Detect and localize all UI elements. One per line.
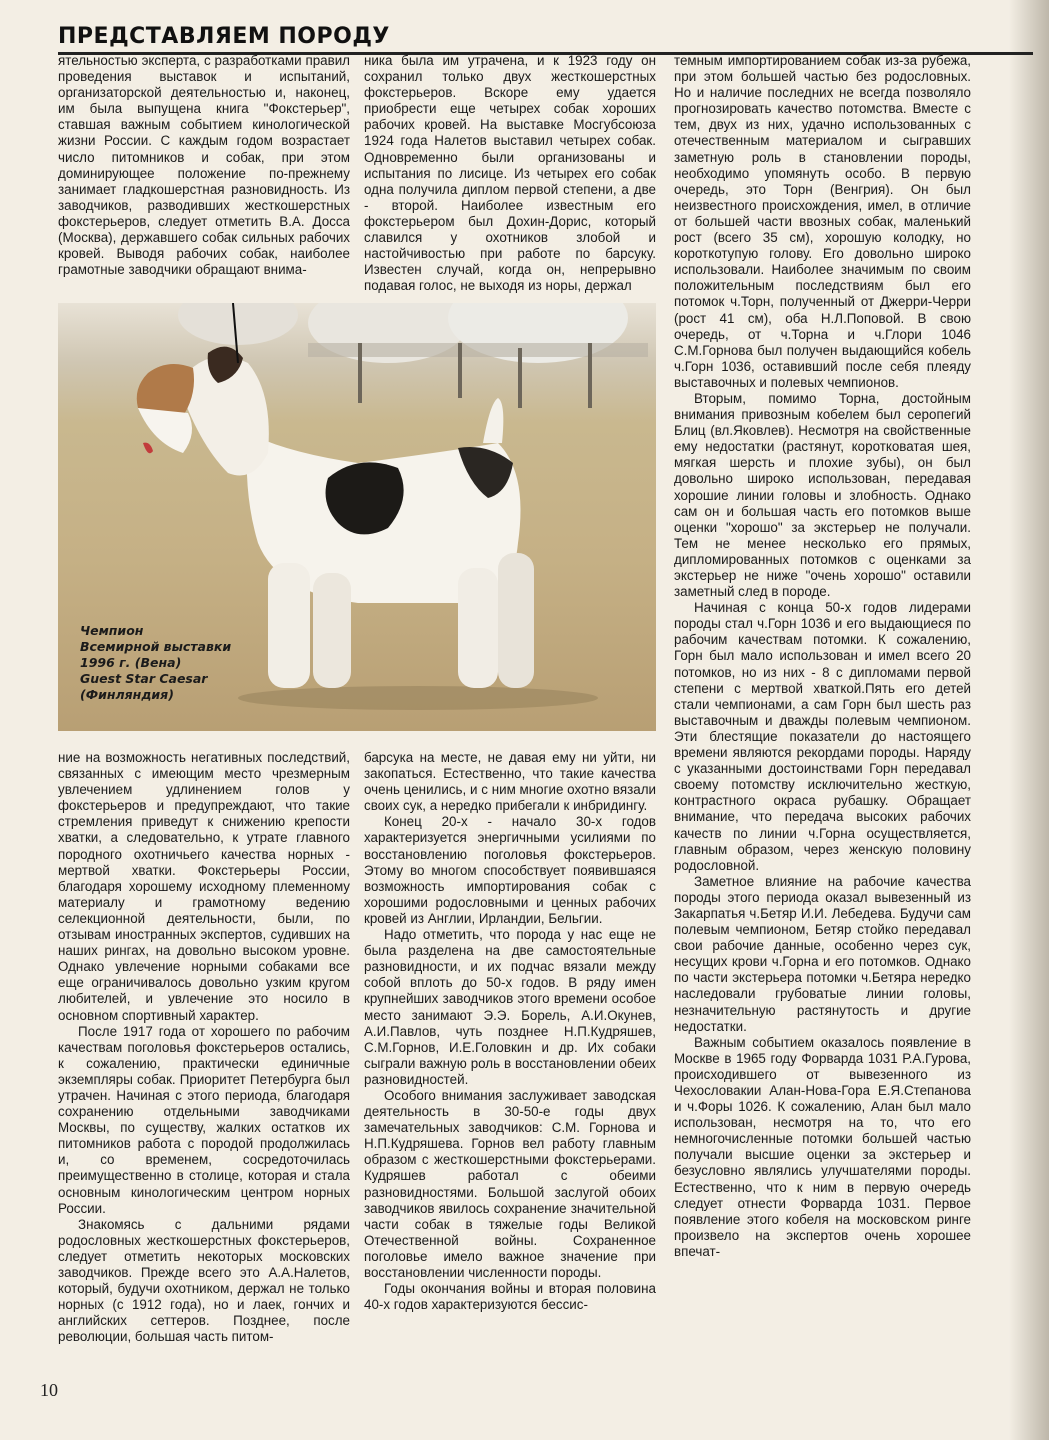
page-edge-shadow — [1009, 0, 1049, 1440]
caption-line: (Финляндия) — [80, 687, 174, 702]
paragraph: Надо отметить, что порода у нас еще не была разделена на две самостоятельные разновидности, и их подчас вязали между собой вплоть до 50-х годов. В ряду имен крупнейших заводчиков этого времени особое место занимают Э.Э. Борель, А.И.Окунев, А.И.Павлов, чуть позднее Н.П.Кудряшев, С.М.Горнов, И.Е.Головкин и др. Их собаки сыграли важную роль в восстановлении обеих разновидностей. — [364, 927, 656, 1087]
column-2-top — [364, 53, 656, 293]
paragraph: Вторым, помимо Торна, достойным внимания привозным кобелем был серопегий Блиц (вл.Яковлев). Несмотря на свойственные ему недостатки (растянут, коротковатая шея, мягкая шерсть и плохие зубы), он был довольно широко использован, передавая хорошие линии головы и злобность. Однако сам он и большая часть его потомков выше оценки "хорошо" за экстерьер не получали. Тем не менее несколько его прямых, дипломированных потомков с оценками за экстерьер не ниже "очень хорошо" оставили заметный след в породе. — [674, 390, 971, 600]
column-3 — [674, 53, 971, 1428]
caption-line: Чемпион — [80, 623, 144, 638]
paragraph: ние на возможность негативных последствий, связанных с имеющим место чрезмерным увлечением удлинением голов у фокстерьеров и предупреждают, что такие стремления приведут к снижению крепости хватки, а следовательно, к утрате главного породного охотничьего качества норных - мертвой хватки. Фокстерьеры России, благодаря хорошему исходному племенному материалу и грамотному ведению селекционной деятельности, были, по отзывам иностранных экспертов, судивших на наших рингах, на довольно высоком уровне. Однако увлечение норными собаками все еще ограничивалось довольно узким кругом любителей, и увлечение это носило в основном спортивный характер. — [58, 750, 350, 1023]
paragraph: Конец 20-х - начало 30-х годов характеризуется энергичными усилиями по восстановлению поголовья фокстерьеров. Этому во многом способствует появившаяся возможность импортирования собак с хорошими родословными и ценных рабочих кровей из Англии, Ирландии, Бельгии. — [364, 814, 656, 926]
paragraph: ника была им утрачена, и к 1923 году он сохранил только двух жесткошерстных фокстерьеров. Вскоре ему удается приобрести еще четырех собак хороших рабочих кровей. На выставке Мосгубсоюза 1924 года Налетов выставил четырех собак. Одновременно были организованы и испытания по лисице. Из четырех его собак одна получила диплом первой степени, а две - второй. Наиболее известным его фокстерьером был Дохин-Дорис, который славился у охотников злобой и настойчивостью при работе по барсуку. Известен случай, когда он, непрерывно подавая голос, не выходя из норы, держал — [364, 53, 656, 294]
photo-caption — [80, 623, 231, 703]
paragraph: Важным событием оказалось появление в Москве в 1965 году Форварда 1031 Р.А.Гурова, происходившего от вывезенного из Чехословакии Алан-Нова-Гора Е.Я.Степанова и ч.Форы 1026. К сожалению, Алан был мало использован, несмотря на то, что его немногочисленные потомки большей частью получали высшие оценки за экстерьер и безусловно являлись улучшателями породы. Естественно, что к ним в первую очередь следует отнести Форварда 1031. Первое появление этого кобеля на московском ринге произвело на экспертов очень хорошее впечат- — [674, 1034, 971, 1259]
paragraph: барсука на месте, не давая ему ни уйти, ни закопаться. Естественно, что такие качества очень ценились, и с ним многие охотно вязали своих сук, а нередко прибегали к инбридингу. — [364, 750, 656, 814]
paragraph: Начиная с конца 50-х годов лидерами породы стал ч.Горн 1036 и его выдающиеся по рабочим качествам потомки. К сожалению, Горн был мало использован и имел всего 20 потомков, но из них - 8 с дипломами первой степени с мертвой хваткой.Пять его детей стали чемпионами, а сам Горн был шесть раз выставочным и дважды полевым чемпионом. Эти блестящие показатели до настоящего времени являются рекордами породы. Наряду с указанными достоинствами Горн передавал своему потомству исключительно жесткую, контрастного окраса рубашку. Обращает внимание, что передача высоких рабочих качеств по линии ч.Горна осуществляется, главным образом, через женскую половину родословной. — [674, 600, 971, 873]
column-2-bottom — [364, 750, 656, 1370]
page-header — [58, 24, 1033, 55]
paragraph: темным импортированием собак из-за рубежа, при этом большей частью без родословных. Но и наличие последних не всегда позволяло прогнозировать качество потомства. Вместе с тем, двух из них, удачно использованных с отечественным материалом и сыгравших заметную роль в становлении породы, необходимо упомянуть особо. В первую очередь, это Торн (Венгрия). Он был неизвестного происхождения, имел, в отличие от большей части ввозных собак, маленький рост (всего 35 см), хорошую колодку, но короткотупую голову. Его довольно широко использовали. Наиболее значимым по своим положительным последствиям был его потомок ч.Торн, полученный от Джерри-Черри (рост 41 см), оба Н.Л.Поповой. В свою очередь, от ч.Торна и ч.Глори 1046 С.М.Горнова был получен выдающийся кобель ч.Горн 1036, оставивший после себя плеяду выставочных и полевых чемпионов. — [674, 53, 971, 390]
section-title: ПРЕДСТАВЛЯЕМ ПОРОДУ — [58, 24, 390, 49]
dog-photo — [58, 303, 656, 731]
page-number: 10 — [40, 1380, 58, 1400]
column-1-bottom — [58, 750, 350, 1370]
paragraph: После 1917 года от хорошего по рабочим качествам поголовья фокстерьеров остались, к сожалению, практически единичные экземпляры собак. Приоритет Петербурга был утрачен. Начиная с этого периода, благодаря сохранению отдельными заводчиками Москвы, по существу, жалких остатков их питомников работа с породой продолжилась и, со временем, сосредоточилась преимущественно в столице, которая и стала основным кинологическим центром норных России. — [58, 1023, 350, 1216]
paragraph: Особого внимания заслуживает заводская деятельность в 30-50-е годы двух замечательных заводчиков: С.М. Горнова и Н.П.Кудряшева. Горнов вел работу главным образом с жесткошерстными фокстерьерами. Кудряшев работал с обеими разновидностями. Большой заслугой обоих заводчиков явилось сохранение значительной части собак в тяжелые годы Великой Отечественной войны. Сохраненное поголовье имело важное значение при восстановлении численности породы. — [364, 1087, 656, 1280]
caption-line: Всемирной выставки — [80, 639, 232, 654]
caption-line: Guest Star Caesar — [80, 671, 208, 686]
paragraph: Заметное влияние на рабочие качества породы этого периода оказал вывезенный из Закарпатья ч.Бетяр И.И. Лебедева. Будучи сам полевым чемпионом, Бетяр стойко передавал свои рабочие данные, особенно через сук, несущих крови ч.Горна и его потомков. Однако по части экстерьера потомки ч.Бетяра нередко наследовали грубоватые линии головы, незначительную растянутость и другие недостатки. — [674, 873, 971, 1034]
column-1-top — [58, 53, 350, 293]
paragraph: ятельностью эксперта, с разработками правил проведения выставок и испытаний, организаторской деятельностью и, наконец, им была выпущена книга "Фокстерьер", ставшая важным событием кинологической жизни России. С каждым годом возрастает число питомников и собак, при этом доминирующее положение по-прежнему занимает гладкошерстная разновидность. Из заводчиков, разводивших жесткошерстных фокстерьеров, следует отметить В.А. Досса (Москва), державшего собак сильных рабочих кровей. Выводя рабочих собак, наиболее грамотные заводчики обращают внима- — [58, 53, 350, 278]
caption-line: 1996 г. (Вена) — [80, 655, 182, 670]
paragraph: Знакомясь с дальними рядами родословных жесткошерстных фокстерьеров, следует отметить некоторых московских заводчиков. Прежде всего это А.А.Налетов, который, будучи охотником, держал не только норных (с 1912 года), но и лаек, гончих и английских сеттеров. Позднее, после революции, большая часть питом- — [58, 1216, 350, 1345]
paragraph: Годы окончания войны и вторая половина 40-х годов характеризуются бессис- — [364, 1281, 656, 1313]
